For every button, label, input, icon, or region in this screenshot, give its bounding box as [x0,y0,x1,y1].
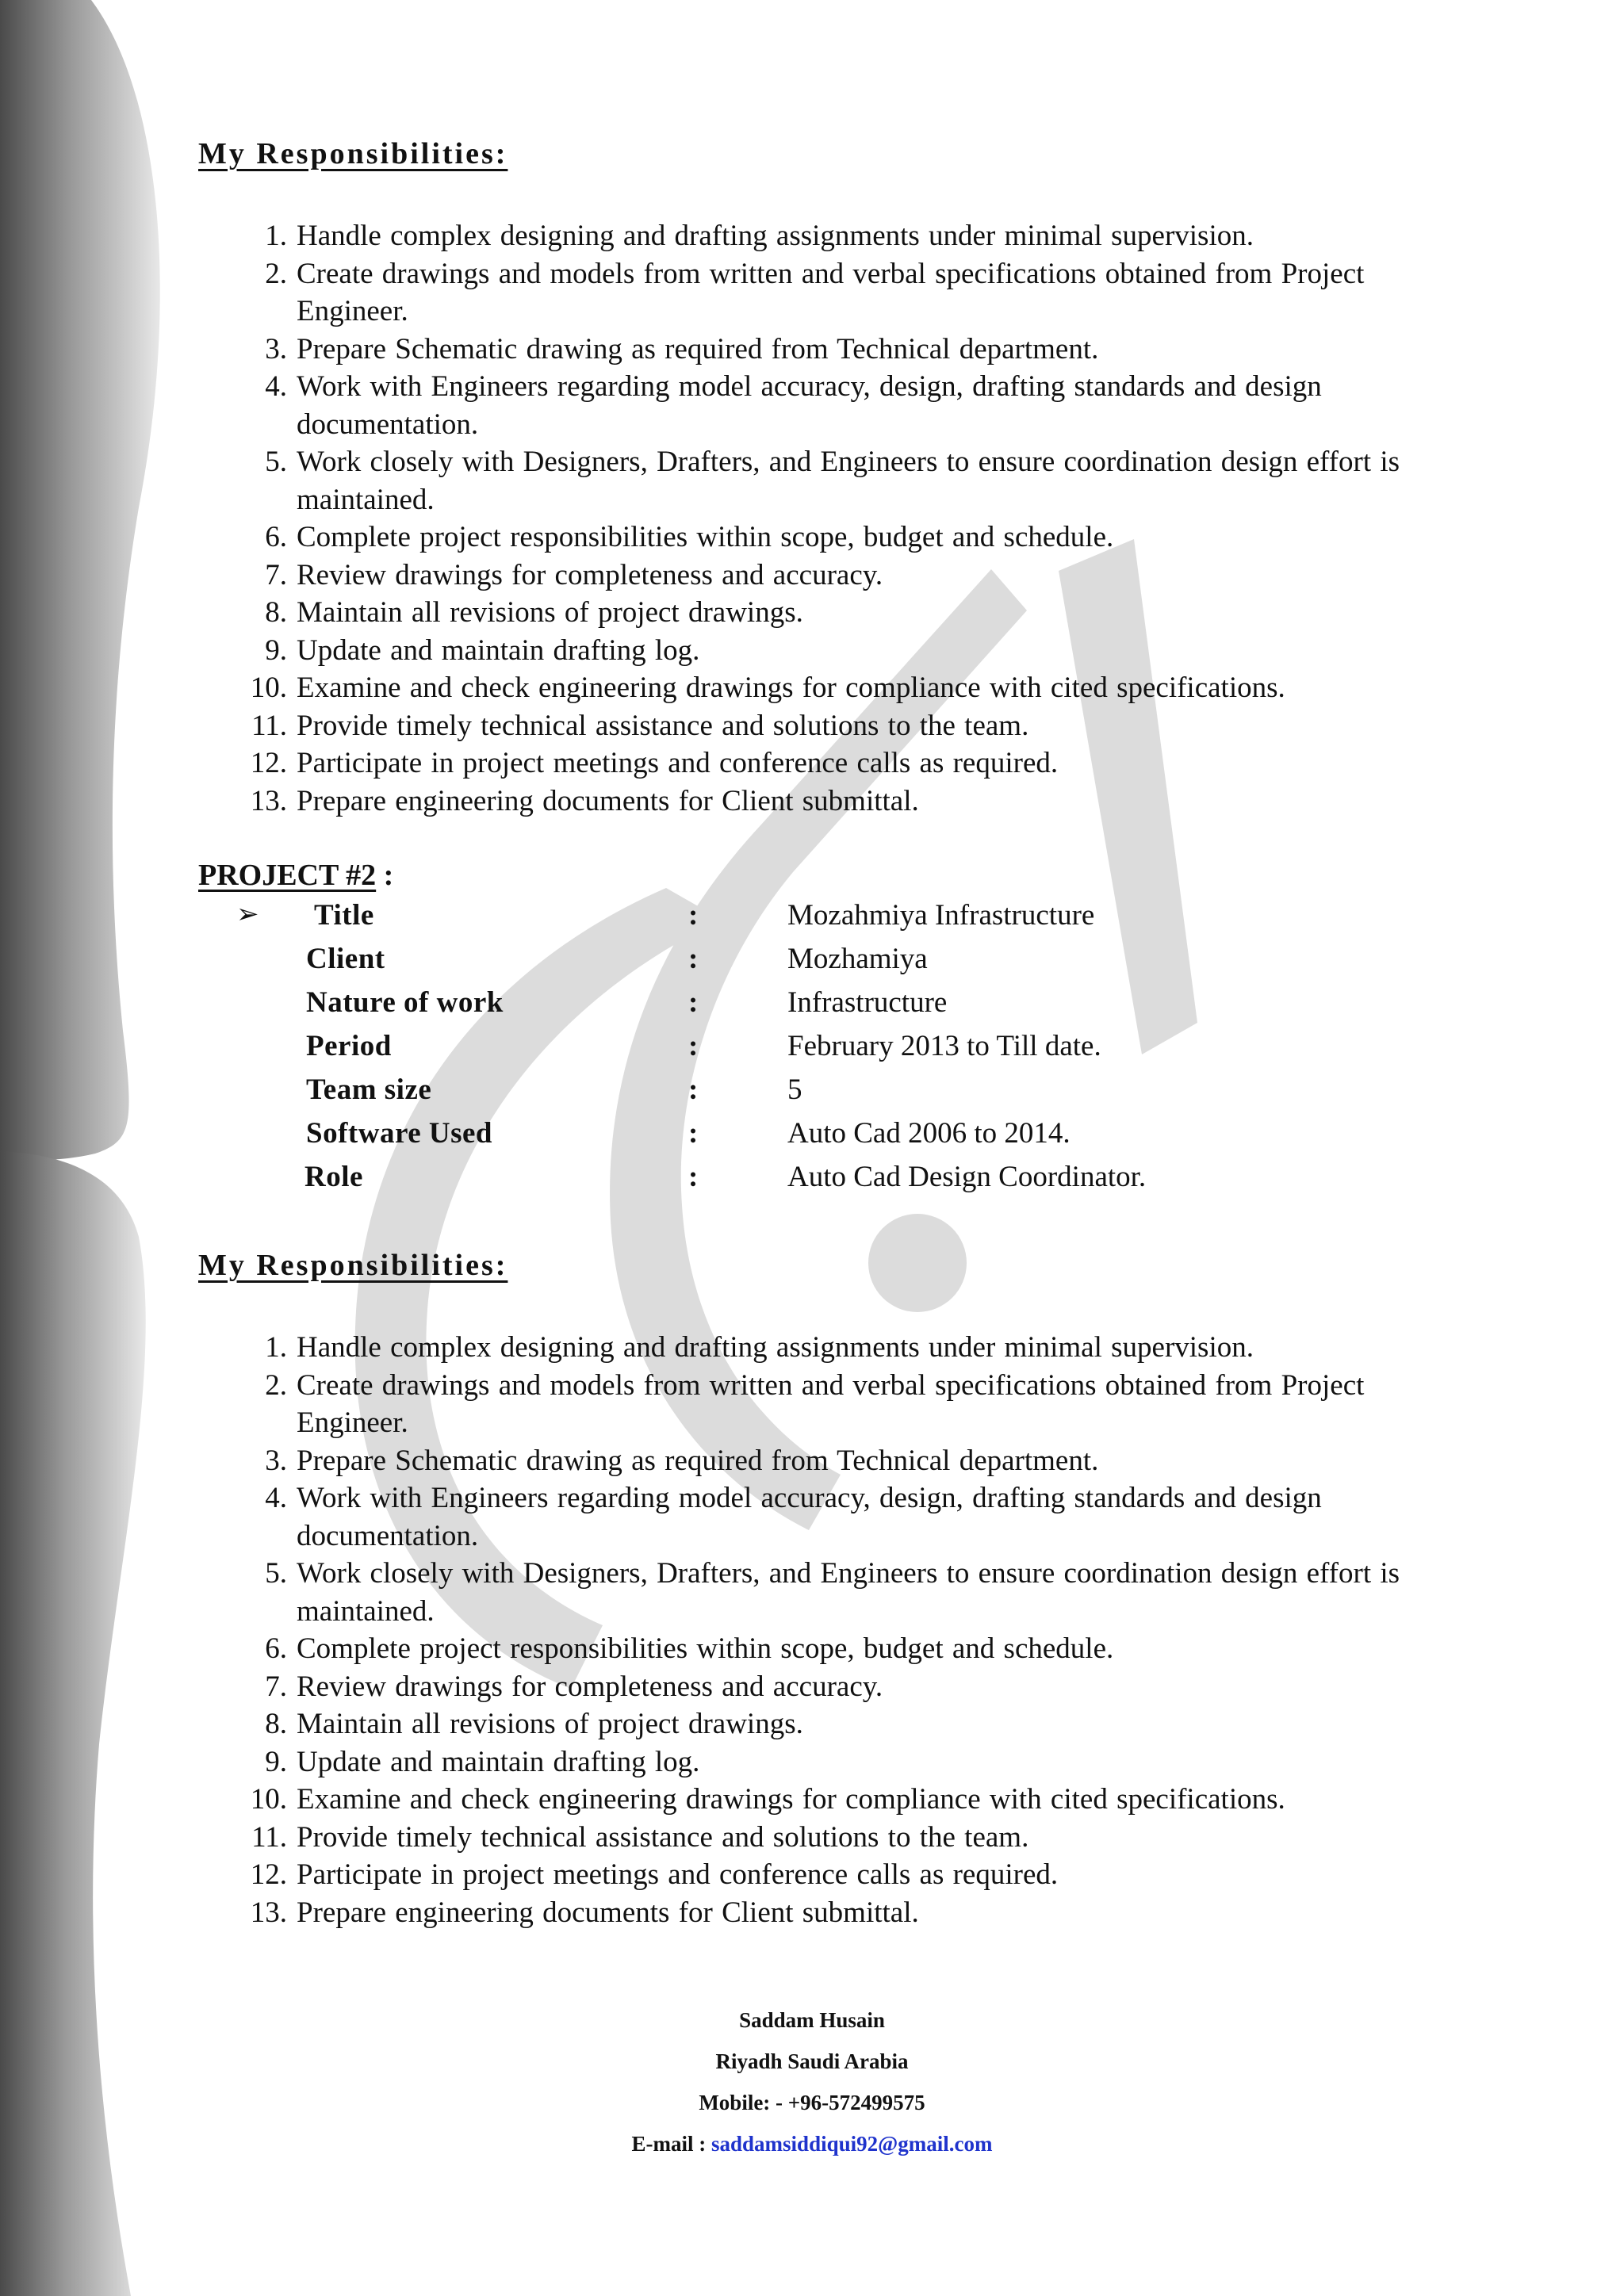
detail-value: Infrastructure [787,986,948,1019]
list-item-text: Work with Engineers regarding model accuracy, design, drafting standards and design documentation. [297,1482,1322,1552]
list-item-text: Review drawings for completeness and accuracy. [297,1670,883,1703]
list-item-number: 11. [251,709,287,742]
contact-name: Saddam Husain [739,2008,885,2032]
list-item-number: 13. [250,1896,287,1929]
list-item-number: 10. [250,1783,287,1816]
list-item-text: Prepare engineering documents for Client submittal. [297,784,919,817]
detail-label: Title [314,899,374,932]
list-item-number: 9. [265,1745,287,1778]
responsibilities-list-2 [198,1329,1483,1931]
list-item [198,443,1483,519]
list-item [198,1819,1483,1857]
list-item-number: 2. [265,257,287,290]
detail-label: Role [304,1161,363,1193]
list-item [198,1329,1483,1367]
list-item-number: 2. [265,1368,287,1402]
detail-label: Client [306,943,385,975]
detail-label: Team size [306,1073,432,1106]
email-link[interactable]: saddamsiddiqui92@gmail.com [711,2132,993,2156]
list-item-number: 11. [251,1820,287,1854]
list-item-text: Provide timely technical assistance and solutions to the team. [297,1820,1029,1854]
list-item [198,557,1483,595]
list-item-number: 4. [265,1482,287,1514]
contact-email-line [0,2123,1624,2164]
list-item-text: Work with Engineers regarding model accuracy, design, drafting standards and design documentation. [297,370,1322,441]
list-item [198,1442,1483,1480]
list-item [198,368,1483,443]
list-item-text: Work closely with Designers, Drafters, and Engineers to ensure coordination design effort is maintained. [297,1557,1400,1628]
list-item [198,707,1483,745]
list-item [198,1894,1483,1932]
list-item-number: 12. [250,747,287,779]
contact-location: Riyadh Saudi Arabia [715,2049,909,2073]
list-item-text: Examine and check engineering drawings for compliance with cited specifications. [297,672,1285,704]
list-item-text: Prepare Schematic drawing as required from Technical department. [297,332,1099,365]
email-label: E-mail : [631,2132,712,2156]
list-item-number: 13. [250,784,287,817]
arrow-bullet-icon: ➢ [236,900,259,929]
list-item [198,1781,1483,1819]
project-number: PROJECT #2 [198,859,377,892]
list-item-number: 8. [265,1708,287,1740]
responsibilities-heading-2: My Responsibilities: [198,1249,508,1282]
list-item-text: Update and maintain drafting log. [297,633,700,667]
list-item-number: 3. [265,332,287,365]
list-item [198,1668,1483,1706]
detail-value: 5 [787,1073,802,1106]
list-item-number: 7. [265,558,287,591]
list-item-number: 8. [265,596,287,629]
list-item-text: Work closely with Designers, Drafters, and Engineers to ensure coordination design effort is maintained. [297,446,1400,516]
list-item-text: Participate in project meetings and conference calls as required. [297,1858,1059,1891]
detail-colon: : [688,1030,699,1062]
responsibilities-list-1 [198,217,1483,820]
list-item-number: 1. [265,1331,287,1364]
list-item-text: Complete project responsibilities within scope, budget and schedule. [297,521,1114,553]
list-item-number: 12. [250,1858,287,1891]
list-item-number: 9. [265,633,287,667]
contact-footer [0,1999,1624,2164]
list-item-number: 5. [265,1557,287,1590]
detail-value: Auto Cad 2006 to 2014. [787,1117,1071,1150]
detail-colon: : [688,1161,699,1193]
list-item [198,519,1483,557]
project-heading-colon: : [376,859,394,892]
list-item-number: 10. [250,672,287,704]
list-item-text: Maintain all revisions of project drawings. [297,1708,803,1740]
list-item [198,255,1483,331]
detail-colon: : [688,899,699,932]
list-item-text: Examine and check engineering drawings for compliance with cited specifications. [297,1783,1285,1816]
list-item-number: 1. [265,220,287,252]
contact-mobile: Mobile: - +96-572499575 [699,2091,925,2114]
list-item-number: 4. [265,370,287,403]
project-heading [198,858,393,893]
list-item-number: 6. [265,521,287,553]
list-item-text: Provide timely technical assistance and solutions to the team. [297,709,1029,742]
list-item-text: Prepare Schematic drawing as required from Technical department. [297,1444,1099,1477]
list-item-text: Create drawings and models from written and verbal specifications obtained from Project Engineer. [297,1368,1365,1439]
list-item-text: Create drawings and models from written and verbal specifications obtained from Project Engineer. [297,257,1365,327]
list-item [198,1630,1483,1668]
list-item [198,783,1483,821]
list-item [198,1705,1483,1743]
detail-value: February 2013 to Till date. [787,1030,1101,1062]
detail-colon: : [688,1117,699,1150]
list-item-number: 3. [265,1444,287,1477]
detail-label: Software Used [306,1117,492,1150]
responsibilities-heading-1: My Responsibilities: [198,137,508,170]
detail-value: Mozhamiya [787,943,928,975]
list-item [198,1856,1483,1894]
detail-colon: : [688,986,699,1019]
detail-label: Nature of work [306,986,504,1019]
list-item-number: 5. [265,446,287,478]
detail-value: Auto Cad Design Coordinator. [787,1161,1147,1193]
list-item-text: Handle complex designing and drafting assignments under minimal supervision. [297,1331,1254,1364]
list-item [198,744,1483,783]
list-item-text: Complete project responsibilities within scope, budget and schedule. [297,1632,1114,1665]
list-item-text: Review drawings for completeness and accuracy. [297,558,883,591]
list-item [198,217,1483,255]
list-item [198,331,1483,369]
list-item-text: Update and maintain drafting log. [297,1745,700,1778]
list-item-text: Participate in project meetings and conference calls as required. [297,747,1059,779]
list-item [198,1479,1483,1555]
list-item [198,1743,1483,1781]
detail-value: Mozahmiya Infrastructure [787,899,1095,932]
list-item [198,632,1483,670]
list-item-number: 6. [265,1632,287,1665]
detail-colon: : [688,943,699,975]
list-item [198,1555,1483,1630]
detail-label: Period [306,1030,392,1062]
list-item-number: 7. [265,1670,287,1703]
detail-colon: : [688,1073,699,1106]
list-item [198,1367,1483,1442]
list-item [198,669,1483,707]
list-item [198,594,1483,632]
list-item-text: Maintain all revisions of project drawings. [297,596,803,629]
list-item-text: Handle complex designing and drafting assignments under minimal supervision. [297,220,1254,252]
list-item-text: Prepare engineering documents for Client submittal. [297,1896,919,1929]
